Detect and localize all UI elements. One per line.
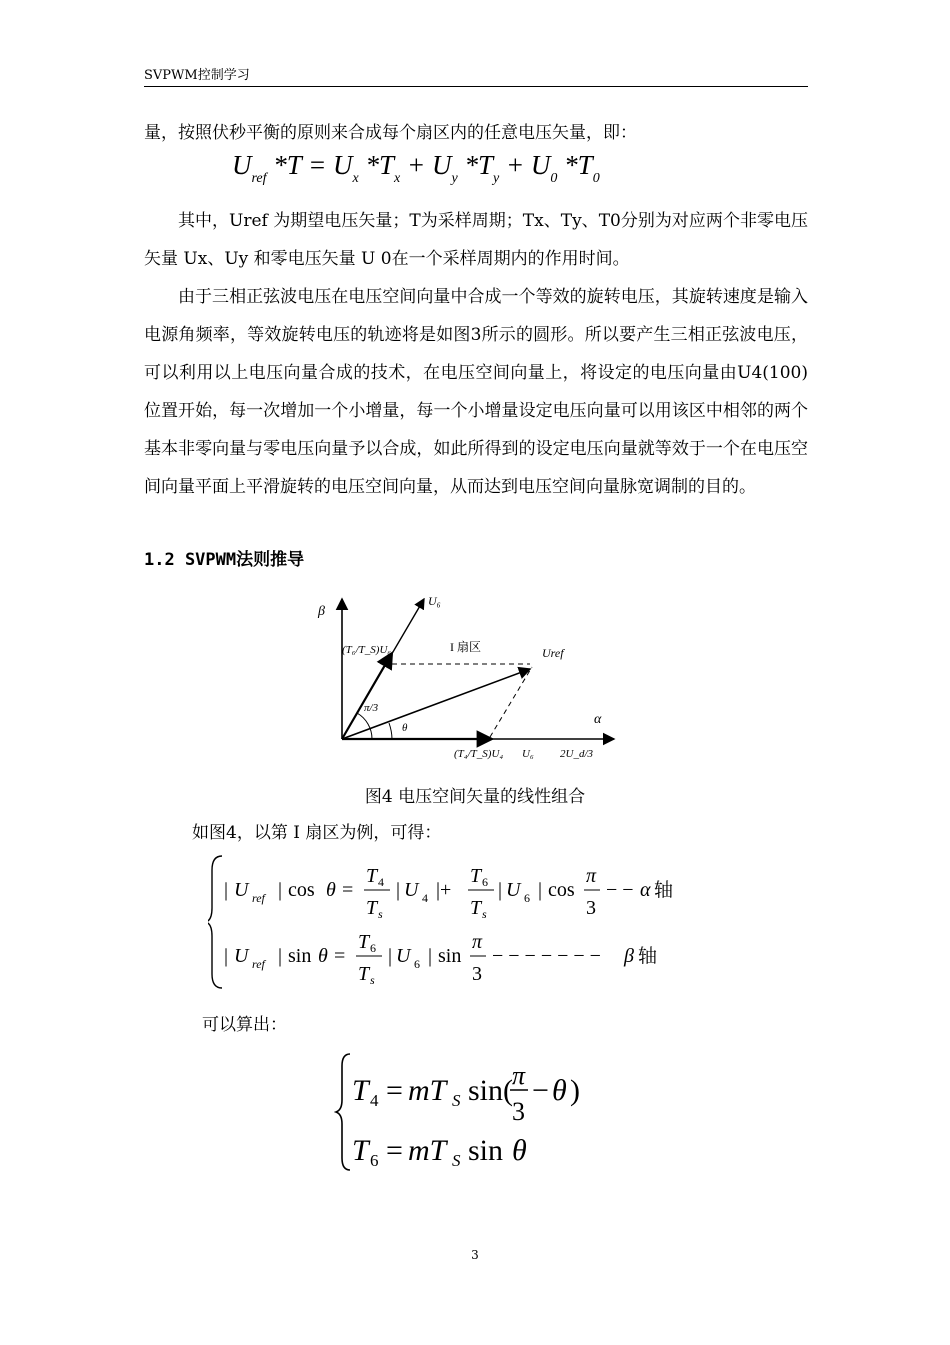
t6-label: (T₆/T_S)U₆	[342, 644, 392, 656]
svg-text:U: U	[234, 879, 249, 901]
svg-text:6: 6	[482, 875, 488, 889]
svg-text:sin: sin	[288, 945, 312, 967]
svg-text:α: α	[640, 879, 651, 901]
svg-text:|+: |+	[436, 879, 452, 901]
svg-text:|: |	[498, 879, 503, 901]
pi3-arc	[357, 713, 372, 739]
svg-text:|: |	[278, 879, 283, 901]
svg-text:θ: θ	[326, 879, 336, 901]
t6-component	[342, 653, 392, 739]
svg-text:sin(: sin(	[468, 1074, 513, 1107]
equation-system-sector1	[208, 852, 728, 992]
svg-text:|: |	[278, 945, 283, 967]
svg-text:轴: 轴	[654, 879, 674, 901]
svg-text:π: π	[512, 1061, 526, 1090]
svg-text:|: |	[224, 945, 229, 967]
svg-text:mT: mT	[408, 1074, 447, 1107]
svg-text:3: 3	[512, 1097, 525, 1126]
equation-system-times	[334, 1048, 614, 1178]
paragraph-intro: 量，按照伏秒平衡的原则来合成每个扇区内的任意电压矢量，即：	[144, 123, 637, 143]
svg-text:3: 3	[586, 897, 596, 919]
svg-text:=: =	[386, 1074, 403, 1107]
equation-volt-second-balance: $U_{ref}$ $*T = U_x$ $*T_x + U_y$ $*T_y + U_0$ $*T_0$	[232, 150, 600, 186]
svg-text:): )	[570, 1074, 580, 1107]
svg-text:4: 4	[378, 875, 384, 889]
svg-text:T: T	[358, 931, 370, 953]
svg-text:S: S	[452, 1151, 461, 1170]
svg-text:cos: cos	[288, 879, 315, 901]
svg-text:S: S	[452, 1091, 461, 1110]
svg-text:U: U	[396, 945, 411, 967]
svg-text:sin: sin	[468, 1134, 504, 1167]
svg-text:6: 6	[370, 1151, 379, 1170]
paragraph-explanation: 由于三相正弦波电压在电压空间向量中合成一个等效的旋转电压，其旋转速度是输入电源角频率，等效旋转电压的轨迹将是如图3所示的圆形。所以要产生三相正弦波电压，可以利用以上电压向量合成的技术，在电压空间向量上，将设定的电压向量由U4(100)位置开始，每一次增加一个小增量，每一个小增量设定电压向量可以用该区中相邻的两个基本非零向量与零电压向量予以合成，如此所得到的设定电压向量就等效于一个在电压空间向量平面上平滑旋转的电压空间向量，从而达到电压空间向量脉宽调制的目的。	[144, 287, 808, 497]
svg-text:− − − − − − −: − − − − − − −	[492, 945, 601, 967]
example-text: 如图4，以第 I 扇区为例，可得：	[192, 823, 442, 843]
svg-text:T: T	[366, 897, 378, 919]
svg-text:cos: cos	[548, 879, 575, 901]
svg-text:4: 4	[370, 1091, 379, 1110]
u6-axis-label: U₆	[522, 748, 534, 760]
svg-text:mT: mT	[408, 1134, 447, 1167]
svg-text:|: |	[538, 879, 543, 901]
svg-text:4: 4	[422, 891, 428, 905]
svg-text:T: T	[470, 897, 482, 919]
dashed-diagonal	[490, 667, 532, 737]
svg-text:轴: 轴	[638, 945, 658, 967]
svg-text:T: T	[470, 865, 482, 887]
header-rule	[144, 86, 808, 87]
theta-label: θ	[402, 722, 408, 734]
pi3-label: π/3	[364, 702, 379, 714]
svg-text:=: =	[342, 879, 354, 901]
svg-text:U: U	[506, 879, 521, 901]
two-ud3-label: 2U_d/3	[560, 748, 593, 760]
svg-text:T: T	[366, 865, 378, 887]
svg-text:6: 6	[524, 891, 530, 905]
svg-text:|: |	[396, 879, 401, 901]
svg-text:T: T	[352, 1134, 369, 1167]
svg-text:θ: θ	[552, 1074, 567, 1107]
figure-caption: 图4 电压空间矢量的线性组合	[364, 787, 586, 807]
svg-text:θ: θ	[512, 1134, 527, 1167]
svg-text:π: π	[586, 865, 597, 887]
svg-text:3: 3	[472, 963, 482, 985]
svg-text:−: −	[532, 1074, 549, 1107]
svg-text:=: =	[386, 1134, 403, 1167]
svg-text:6: 6	[414, 957, 420, 971]
paragraph-definitions: 其中，Uref 为期望电压矢量；T为采样周期；Tx、Ty、T0分别为对应两个非零电压矢量 Ux、Uy 和零电压矢量 U 0在一个采样周期内的作用时间。	[144, 211, 808, 269]
left-brace-2	[336, 1054, 350, 1170]
svg-text:T: T	[358, 963, 370, 985]
svg-text:π: π	[472, 931, 483, 953]
compute-text: 可以算出：	[202, 1015, 287, 1035]
t4-label: (T₄/T_S)U₄	[454, 748, 504, 760]
beta-label: β	[318, 604, 325, 619]
svg-text:ref: ref	[252, 957, 265, 971]
svg-text:=: =	[334, 945, 346, 967]
u6-label: U₆	[428, 594, 441, 608]
svg-text:s: s	[378, 907, 383, 921]
svg-text:β: β	[624, 945, 634, 967]
svg-text:6: 6	[370, 941, 376, 955]
svg-text:s: s	[482, 907, 487, 921]
running-header: SVPWM控制学习	[144, 68, 250, 83]
svg-text:sin: sin	[438, 945, 462, 967]
uref-label: Uref	[542, 646, 564, 660]
figure-vector-diagram	[306, 585, 626, 765]
sector-label: I 扇区	[450, 640, 481, 654]
alpha-label: α	[594, 712, 602, 727]
svg-text:− −: − −	[606, 879, 634, 901]
left-brace	[208, 856, 222, 988]
page-number: 3	[471, 1248, 479, 1262]
svg-text:U: U	[234, 945, 249, 967]
svg-text:s: s	[370, 973, 375, 987]
svg-text:|: |	[428, 945, 433, 967]
svg-text:|: |	[388, 945, 393, 967]
section-heading: 1.2 SVPWM法则推导	[144, 550, 305, 570]
svg-text:T: T	[352, 1074, 369, 1107]
svg-text:U: U	[404, 879, 419, 901]
theta-arc	[389, 723, 392, 739]
svg-text:θ: θ	[318, 945, 328, 967]
svg-text:ref: ref	[252, 891, 265, 905]
svg-text:|: |	[224, 879, 229, 901]
